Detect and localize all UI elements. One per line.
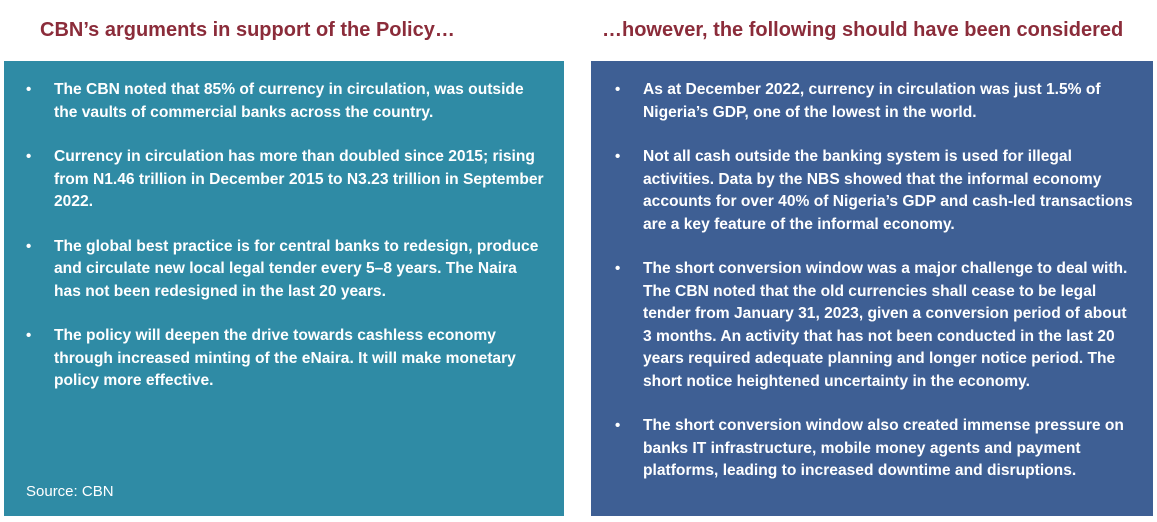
left-bullet-list — [4, 61, 564, 393]
left-bullet-text: The policy will deepen the drive towards cashless economy through increased minting of the eNaira. It will make monetary policy more effective. — [54, 327, 516, 389]
right-panel — [591, 61, 1153, 516]
bullet-dot-icon: • — [615, 260, 621, 277]
left-bullet-item — [26, 325, 546, 393]
left-heading: CBN’s arguments in support of the Policy… — [40, 19, 455, 41]
left-bullet-item — [26, 146, 546, 214]
bullet-dot-icon: • — [26, 148, 32, 165]
bullet-dot-icon: • — [26, 327, 32, 344]
bullet-dot-icon: • — [26, 237, 32, 255]
right-bullet-item — [615, 146, 1135, 236]
right-bullet-text: The short conversion window also created immense pressure on banks IT infrastructure, mobile money agents and payment platforms, leading to increased downtime and disruptions. — [643, 417, 1124, 479]
left-bullet-text: Currency in circulation has more than doubled since 2015; rising from N1.46 trillion in December 2015 to N3.23 trillion in September 2022. — [54, 148, 544, 210]
right-bullet-text: As at December 2022, currency in circulation was just 1.5% of Nigeria’s GDP, one of the lowest in the world. — [643, 81, 1101, 121]
right-bullet-item — [615, 415, 1135, 483]
right-bullet-text: The short conversion window was a major challenge to deal with. The CBN noted that the old currencies shall cease to be legal tender from January 31, 2023, given a conversion period of about 3 months. An activity that has not been conducted in the last 20 years required adequate planning and longer notice period. The short notice heightened uncertainty in the economy. — [643, 260, 1128, 390]
left-panel — [4, 61, 564, 516]
right-bullet-list — [591, 61, 1153, 483]
bullet-dot-icon: • — [26, 81, 32, 98]
right-bullet-text: Not all cash outside the banking system is used for illegal activities. Data by the NBS showed that the informal economy accounts for over 40% of Nigeria’s GDP and cash-led transactions are a key feature of the informal economy. — [643, 148, 1133, 233]
left-bullet-item — [26, 79, 546, 124]
right-bullet-item — [615, 79, 1135, 124]
bullet-dot-icon: • — [615, 81, 621, 98]
right-bullet-item — [615, 258, 1135, 393]
bullet-dot-icon: • — [615, 417, 621, 434]
left-bullet-text: The CBN noted that 85% of currency in circulation, was outside the vaults of commercial banks across the country. — [54, 81, 524, 121]
left-bullet-text: The global best practice is for central banks to redesign, produce and circulate new local legal tender every 5–8 years. The Naira has not been redesigned in the last 20 years. — [54, 237, 539, 300]
right-heading: …however, the following should have been considered — [602, 19, 1124, 41]
source-note: Source: CBN — [26, 483, 114, 500]
left-bullet-item — [26, 236, 546, 304]
bullet-dot-icon: • — [615, 148, 621, 165]
